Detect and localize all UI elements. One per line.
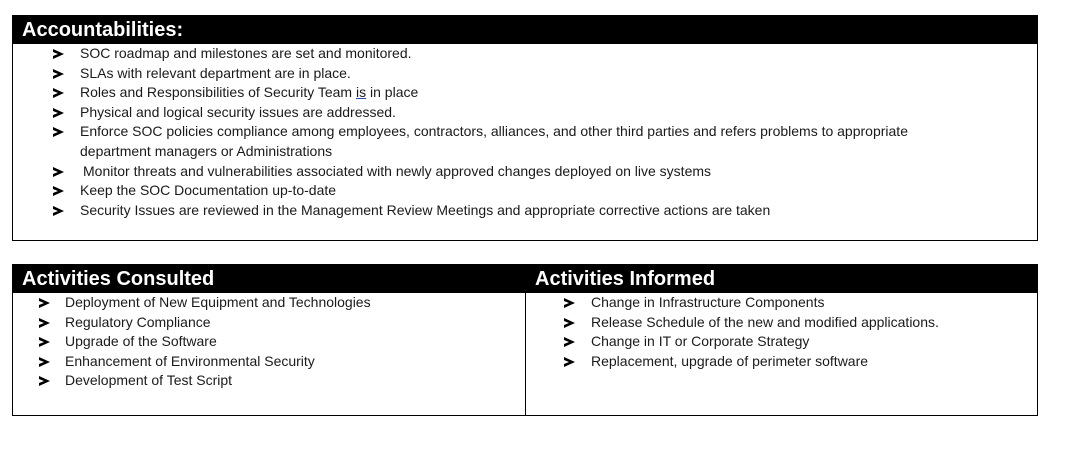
accountabilities-section — [12, 15, 1038, 241]
list-item — [526, 352, 1037, 372]
arrow-bullet-icon — [53, 108, 64, 118]
list-item-text: Deployment of New Equipment and Technologies — [65, 294, 371, 310]
list-item-text: Upgrade of the Software — [65, 333, 217, 350]
list-item-text: Keep the SOC Documentation up-to-date — [80, 182, 337, 199]
list-item — [526, 332, 1037, 352]
consulted-list — [13, 293, 525, 391]
list-item — [13, 201, 1037, 221]
arrow-bullet-icon — [53, 69, 64, 79]
list-item-text: Release Schedule of the new and modified applications. — [591, 313, 939, 330]
list-item — [13, 352, 525, 372]
consulted-column — [13, 265, 526, 415]
accountabilities-title: Accountabilities: — [13, 16, 1037, 44]
arrow-bullet-icon — [39, 357, 50, 367]
list-item — [13, 103, 1037, 123]
list-item-text: Development of Test Script — [65, 372, 233, 389]
arrow-bullet-icon — [564, 298, 575, 308]
arrow-bullet-icon — [39, 318, 50, 328]
arrow-bullet-icon — [564, 337, 575, 347]
informed-title: Activities Informed — [526, 265, 1037, 293]
activities-table — [12, 264, 1038, 416]
list-item-text: SLAs with relevant department are in place. — [80, 64, 351, 81]
arrow-bullet-icon — [53, 49, 64, 59]
arrow-bullet-icon — [53, 206, 64, 216]
list-item-text: Roles and Responsibilities of Security Team — [80, 84, 356, 101]
underlined-word: is — [356, 84, 367, 101]
list-item — [13, 313, 525, 333]
list-item — [13, 64, 1037, 84]
list-item-text: Change in IT or Corporate Strategy — [591, 333, 810, 350]
list-item — [13, 332, 525, 352]
arrow-bullet-icon — [53, 186, 64, 196]
list-item — [13, 122, 980, 161]
list-item-text: Change in Infrastructure Components — [591, 294, 825, 310]
list-item-text-end: in place — [366, 84, 419, 101]
arrow-bullet-icon — [53, 167, 64, 177]
accountabilities-list — [13, 44, 1037, 220]
informed-list — [526, 293, 1037, 371]
list-item-text: Physical and logical security issues are addressed. — [80, 103, 396, 120]
list-item — [13, 162, 1037, 182]
list-item-text: Replacement, upgrade of perimeter software — [591, 352, 869, 369]
consulted-title: Activities Consulted — [13, 265, 525, 293]
list-item-text: Enforce SOC policies compliance among employees, contractors, alliances, and other third parties and refers problems to appropriate department managers or Administrations — [80, 123, 908, 159]
list-item-text: SOC roadmap and milestones are set and monitored. — [80, 45, 412, 61]
list-item — [526, 293, 1037, 313]
list-item-text: Enhancement of Environmental Security — [65, 352, 315, 369]
arrow-bullet-icon — [564, 357, 575, 367]
list-item-text: Security Issues are reviewed in the Management Review Meetings and appropriate corrective actions are taken — [80, 201, 771, 218]
arrow-bullet-icon — [53, 127, 64, 137]
informed-column — [526, 265, 1037, 415]
list-item-text: Regulatory Compliance — [65, 313, 211, 330]
list-item — [13, 44, 1037, 64]
arrow-bullet-icon — [53, 88, 64, 98]
arrow-bullet-icon — [39, 298, 50, 308]
list-item — [13, 371, 525, 391]
list-item — [13, 181, 1037, 201]
arrow-bullet-icon — [39, 337, 50, 347]
list-item — [13, 293, 525, 313]
list-item-text: Monitor threats and vulnerabilities associated with newly approved changes deployed on live systems — [83, 162, 712, 179]
list-item — [13, 83, 1037, 103]
arrow-bullet-icon — [39, 376, 50, 386]
list-item — [526, 313, 1037, 333]
arrow-bullet-icon — [564, 318, 575, 328]
